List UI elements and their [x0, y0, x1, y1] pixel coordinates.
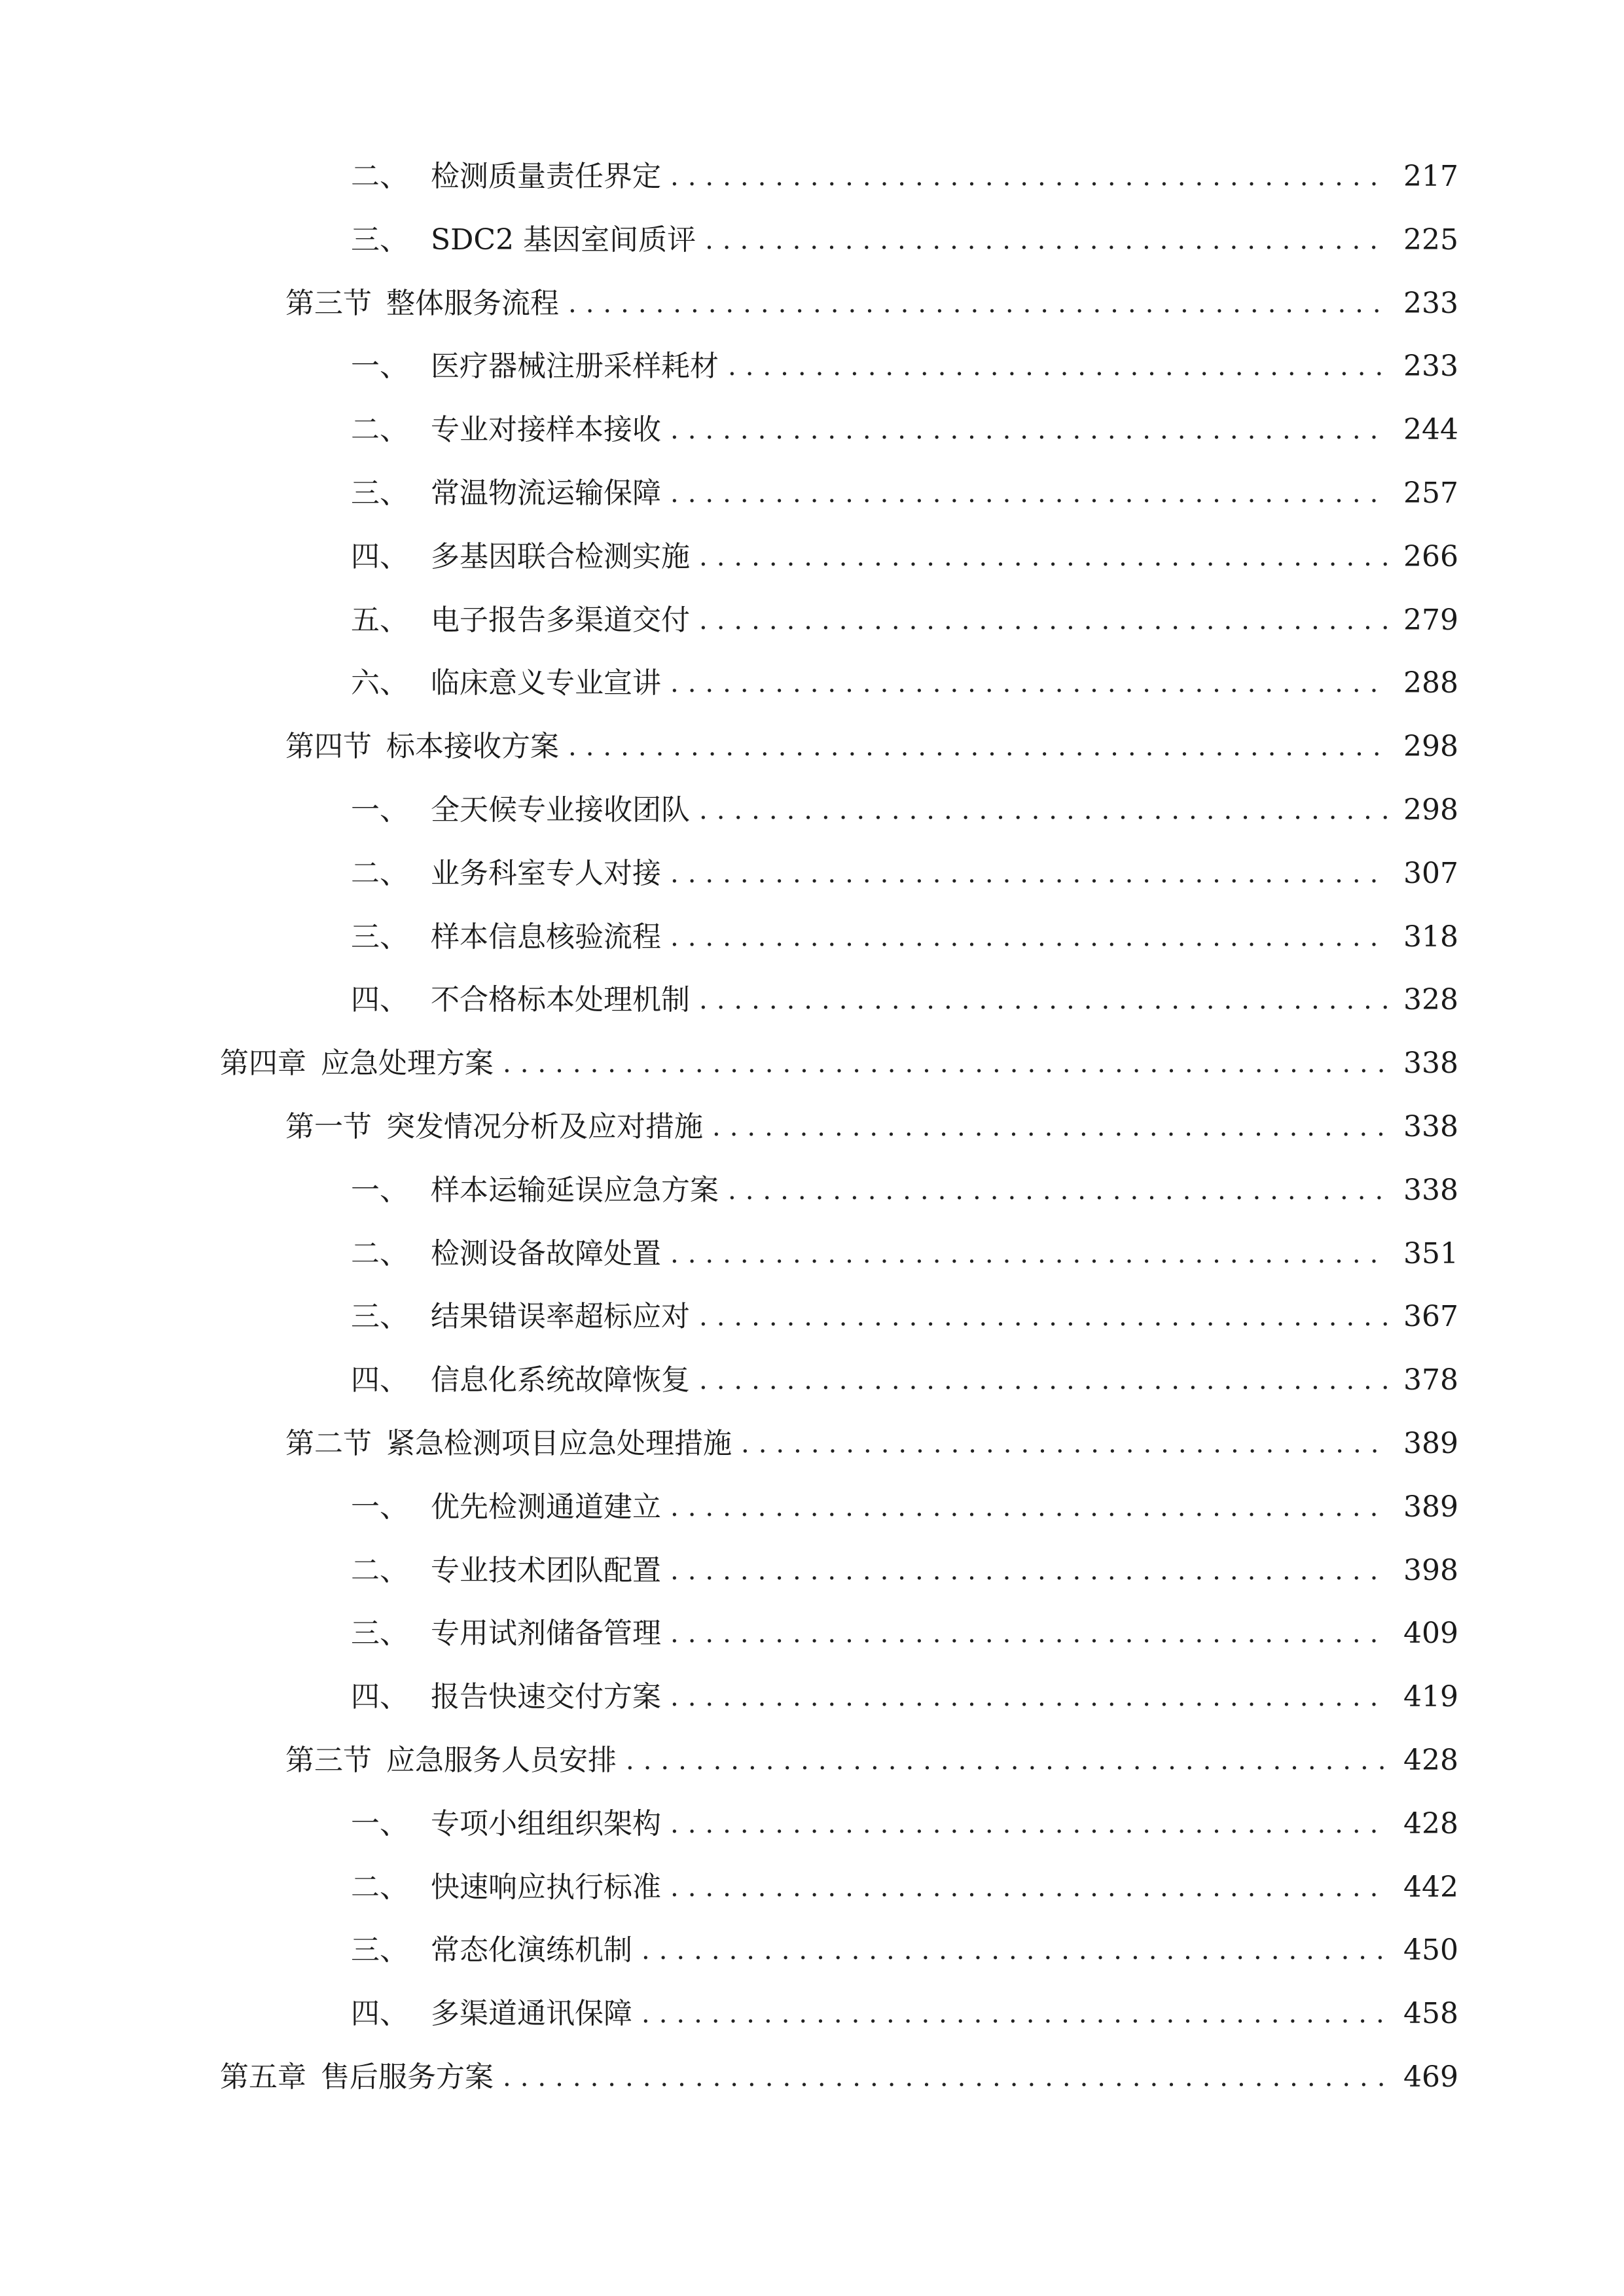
toc-page-number: 351	[1403, 1236, 1458, 1270]
toc-label	[351, 1982, 632, 2045]
toc-entry-title: 常温物流运输保障	[431, 476, 661, 510]
toc-dot-leader	[626, 1729, 1388, 1792]
toc-entry-number: 第一节	[285, 1110, 372, 1143]
toc-label	[351, 1919, 632, 1982]
toc-label	[351, 462, 661, 525]
toc-entry-number: 第二节	[285, 1427, 372, 1460]
toc-entry-title: 专用试剂储备管理	[431, 1617, 661, 1651]
toc-dot-leader	[670, 462, 1388, 525]
toc-entry[interactable]	[0, 399, 1624, 461]
toc-page-number: 298	[1403, 730, 1458, 764]
toc-page-number: 217	[1403, 160, 1458, 193]
toc-entry-title: 售后服务方案	[321, 2060, 494, 2094]
toc-page-number: 450	[1403, 1933, 1458, 1967]
toc-entry-number: 三、	[351, 223, 408, 257]
toc-entry-number: 四、	[351, 539, 408, 573]
toc-entry-number: 三、	[351, 920, 408, 954]
toc-dot-leader	[670, 652, 1388, 715]
toc-entry-title: 优先检测通道建立	[431, 1490, 661, 1524]
toc-entry-title: 紧急检测项目应急处理措施	[386, 1427, 732, 1460]
toc-entry-title: 快速响应执行标准	[431, 1870, 661, 1904]
toc-page-number: 318	[1403, 920, 1458, 954]
toc-entry-number: 二、	[351, 160, 408, 193]
toc-entry-number: 一、	[351, 1173, 408, 1207]
toc-entry[interactable]	[0, 1602, 1624, 1665]
toc-page-number: 428	[1403, 1744, 1458, 1777]
toc-label	[351, 399, 661, 461]
toc-dot-leader	[728, 335, 1388, 398]
toc-entry-number: 第三节	[285, 286, 372, 320]
toc-label	[285, 1096, 703, 1158]
toc-label	[351, 526, 690, 588]
toc-entry[interactable]	[0, 1223, 1624, 1285]
toc-entry-title: 应急处理方案	[321, 1047, 494, 1081]
toc-entry-number: 六、	[351, 666, 408, 700]
toc-entry-number: 四、	[351, 1997, 408, 2031]
toc-label	[351, 1285, 690, 1348]
toc-dot-leader	[699, 589, 1388, 652]
toc-entry-number: 五、	[351, 603, 408, 637]
toc-entry[interactable]	[0, 1729, 1624, 1792]
toc-entry-number: 三、	[351, 1300, 408, 1334]
toc-entry-title: 应急服务人员安排	[386, 1744, 617, 1777]
toc-label	[285, 272, 559, 335]
toc-entry-title: SDC2 基因室间质评	[431, 223, 696, 257]
toc-entry[interactable]	[0, 1982, 1624, 2045]
toc-entry-title: 不合格标本处理机制	[431, 983, 690, 1017]
toc-entry-title: 样本运输延误应急方案	[431, 1173, 719, 1207]
toc-label	[351, 1793, 661, 1856]
toc-entry-number: 一、	[351, 793, 408, 827]
toc-entry[interactable]	[0, 906, 1624, 969]
toc-entry-number: 第四章	[220, 1047, 306, 1081]
toc-entry-number: 二、	[351, 856, 408, 890]
toc-page-number: 458	[1403, 1997, 1458, 2031]
toc-entry-number: 四、	[351, 1680, 408, 1714]
toc-dot-leader	[699, 526, 1388, 588]
toc-dot-leader	[670, 1793, 1388, 1856]
toc-dot-leader	[699, 1349, 1388, 1412]
toc-dot-leader	[705, 209, 1388, 272]
toc-page-number: 307	[1403, 856, 1458, 890]
toc-label	[351, 906, 661, 969]
toc-entry-title: 信息化系统故障恢复	[431, 1363, 690, 1397]
toc-entry-number: 三、	[351, 476, 408, 510]
toc-entry-number: 一、	[351, 1490, 408, 1524]
toc-page-number: 442	[1403, 1870, 1458, 1904]
toc-entry-title: 整体服务流程	[386, 286, 559, 320]
toc-entry-title: 突发情况分析及应对措施	[386, 1110, 703, 1143]
toc-entry[interactable]	[0, 1793, 1624, 1856]
toc-page-number: 398	[1403, 1553, 1458, 1587]
toc-entry-title: 业务科室专人对接	[431, 856, 661, 890]
toc-dot-leader	[670, 399, 1388, 461]
toc-entry[interactable]	[0, 1539, 1624, 1602]
toc-entry-number: 二、	[351, 413, 408, 447]
toc-page-number: 225	[1403, 223, 1458, 257]
toc-label	[285, 715, 559, 778]
toc-label	[351, 1666, 661, 1729]
toc-entry-title: 全天候专业接收团队	[431, 793, 690, 827]
toc-page-number: 266	[1403, 539, 1458, 573]
toc-entry[interactable]	[0, 1666, 1624, 1729]
toc-label	[285, 1729, 617, 1792]
toc-dot-leader	[641, 1919, 1388, 1982]
toc-entry-title: 结果错误率超标应对	[431, 1300, 690, 1334]
toc-entry-title: 多渠道通讯保障	[431, 1997, 632, 2031]
toc-entry[interactable]	[0, 589, 1624, 652]
toc-entry-title: 检测设备故障处置	[431, 1236, 661, 1270]
toc-dot-leader	[712, 1096, 1388, 1158]
toc-entry[interactable]	[0, 462, 1624, 525]
toc-entry-title: 样本信息核验流程	[431, 920, 661, 954]
toc-label	[351, 779, 690, 842]
toc-page-number: 257	[1403, 476, 1458, 510]
toc-entry-number: 二、	[351, 1236, 408, 1270]
toc-page-number: 367	[1403, 1300, 1458, 1334]
toc-entry-number: 一、	[351, 350, 408, 384]
toc-entry-title: 标本接收方案	[386, 730, 559, 764]
toc-dot-leader	[670, 906, 1388, 969]
toc-entry[interactable]	[0, 145, 1624, 208]
toc-entry[interactable]	[0, 1096, 1624, 1158]
toc-label	[351, 1223, 661, 1285]
toc-entry[interactable]	[0, 2046, 1624, 2109]
toc-dot-leader	[503, 2046, 1388, 2109]
toc-page-number: 233	[1403, 286, 1458, 320]
toc-dot-leader	[641, 1982, 1388, 2045]
toc-page-number: 409	[1403, 1617, 1458, 1651]
toc-page-number: 338	[1403, 1173, 1458, 1207]
toc-page-number: 338	[1403, 1110, 1458, 1143]
toc-label	[351, 842, 661, 905]
toc-dot-leader	[568, 272, 1388, 335]
toc-entry-title: 医疗器械注册采样耗材	[431, 350, 719, 384]
toc-label	[351, 969, 690, 1031]
toc-dot-leader	[728, 1159, 1388, 1222]
toc-page-number: 419	[1403, 1680, 1458, 1714]
toc-page-number: 469	[1403, 2060, 1458, 2094]
toc-dot-leader	[670, 1856, 1388, 1919]
toc-page-number: 288	[1403, 666, 1458, 700]
toc-entry[interactable]	[0, 1285, 1624, 1348]
toc-label	[351, 1602, 661, 1665]
toc-page-number: 279	[1403, 603, 1458, 637]
toc-entry[interactable]	[0, 779, 1624, 842]
toc-entry[interactable]	[0, 1919, 1624, 1982]
toc-label	[351, 1856, 661, 1919]
toc-entry-title: 专项小组组织架构	[431, 1806, 661, 1840]
toc-dot-leader	[699, 779, 1388, 842]
toc-entry-number: 三、	[351, 1933, 408, 1967]
toc-entry[interactable]	[0, 1159, 1624, 1222]
toc-page-number: 233	[1403, 350, 1458, 384]
toc-label	[351, 652, 661, 715]
toc-entry[interactable]	[0, 209, 1624, 272]
toc-entry[interactable]	[0, 272, 1624, 335]
toc-entry-title: 多基因联合检测实施	[431, 539, 690, 573]
toc-dot-leader	[670, 1223, 1388, 1285]
toc-entry[interactable]	[0, 1476, 1624, 1539]
toc-entry-title: 临床意义专业宣讲	[431, 666, 661, 700]
toc-page-number: 328	[1403, 983, 1458, 1017]
toc-entry[interactable]	[0, 652, 1624, 715]
toc-entry[interactable]	[0, 1032, 1624, 1095]
toc-entry-title: 电子报告多渠道交付	[431, 603, 690, 637]
toc-label	[351, 589, 690, 652]
toc-page-number: 298	[1403, 793, 1458, 827]
toc-entry-title: 报告快速交付方案	[431, 1680, 661, 1714]
toc-page-number: 389	[1403, 1427, 1458, 1460]
toc-label	[351, 1476, 661, 1539]
toc-dot-leader	[670, 842, 1388, 905]
toc-entry[interactable]	[0, 1856, 1624, 1919]
toc-entry-title: 专业对接样本接收	[431, 413, 661, 447]
toc-entry-number: 第五章	[220, 2060, 306, 2094]
toc-dot-leader	[670, 1476, 1388, 1539]
toc-label	[351, 1539, 661, 1602]
toc-entry-number: 第四节	[285, 730, 372, 764]
toc-dot-leader	[670, 1666, 1388, 1729]
toc-label	[351, 145, 661, 208]
toc-entry-title: 专业技术团队配置	[431, 1553, 661, 1587]
toc-label	[220, 1032, 494, 1095]
toc-page-number: 244	[1403, 413, 1458, 447]
toc-dot-leader	[503, 1032, 1388, 1095]
toc-page-number: 389	[1403, 1490, 1458, 1524]
toc-label	[351, 335, 719, 398]
toc-entry[interactable]	[0, 335, 1624, 398]
toc-dot-leader	[670, 1602, 1388, 1665]
toc-entry-title: 检测质量责任界定	[431, 160, 661, 193]
toc-dot-leader	[699, 1285, 1388, 1348]
toc-entry-title: 常态化演练机制	[431, 1933, 632, 1967]
toc-entry-number: 二、	[351, 1553, 408, 1587]
toc-entry-number: 二、	[351, 1870, 408, 1904]
toc-entry[interactable]	[0, 842, 1624, 905]
toc-entry[interactable]	[0, 1349, 1624, 1412]
toc-page-number: 428	[1403, 1806, 1458, 1840]
toc-dot-leader	[699, 969, 1388, 1031]
toc-label	[285, 1412, 732, 1475]
toc-label	[351, 1159, 719, 1222]
toc-dot-leader	[670, 1539, 1388, 1602]
toc-entry[interactable]	[0, 1412, 1624, 1475]
toc-entry-number: 四、	[351, 983, 408, 1017]
toc-entry[interactable]	[0, 526, 1624, 588]
toc-page-number: 338	[1403, 1047, 1458, 1081]
toc-entry[interactable]	[0, 969, 1624, 1031]
toc-page-number: 378	[1403, 1363, 1458, 1397]
toc-label	[351, 1349, 690, 1412]
toc-entry-number: 一、	[351, 1806, 408, 1840]
toc-entry[interactable]	[0, 715, 1624, 778]
toc-entry-number: 第三节	[285, 1744, 372, 1777]
toc-dot-leader	[741, 1412, 1388, 1475]
toc-entry-number: 三、	[351, 1617, 408, 1651]
toc-dot-leader	[670, 145, 1388, 208]
toc-dot-leader	[568, 715, 1388, 778]
toc-entry-number: 四、	[351, 1363, 408, 1397]
toc-label	[351, 209, 696, 272]
toc-label	[220, 2046, 494, 2109]
